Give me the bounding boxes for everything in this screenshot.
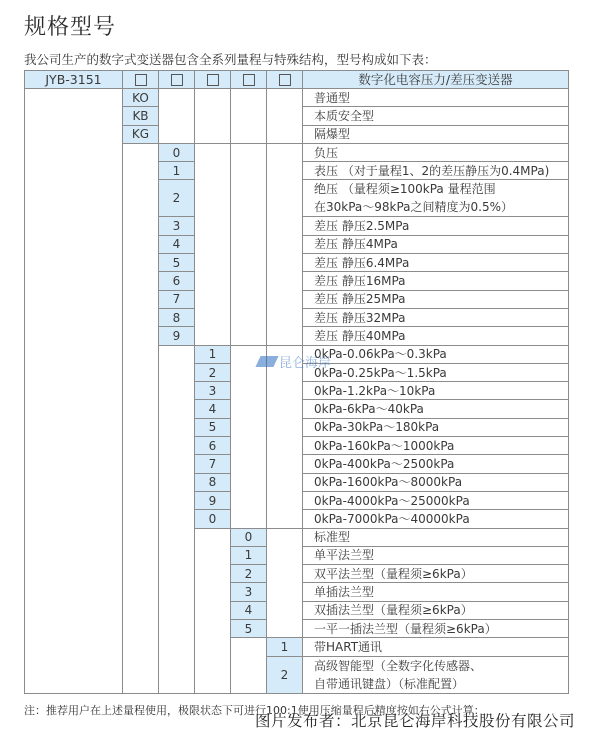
code-cell: 2: [231, 565, 267, 583]
description-line: 单平法兰型: [314, 548, 375, 563]
code-cell: 8: [195, 473, 231, 491]
empty-cell: [231, 638, 267, 693]
code-cell: 4: [231, 601, 267, 619]
code-cell: 3: [159, 217, 195, 235]
description-cell: [303, 308, 569, 326]
description-cell: [303, 437, 569, 455]
empty-cell: [159, 89, 195, 144]
checkbox-icon: [243, 74, 255, 86]
empty-cell: [123, 143, 159, 693]
description-line: 0kPa-4000kPa～25000kPa: [314, 493, 470, 508]
description-line: 0kPa-7000kPa～40000kPa: [314, 511, 470, 526]
model-spacer-cell: [25, 89, 123, 694]
code-cell: 4: [159, 235, 195, 253]
code-cell: KO: [123, 89, 159, 107]
description-line: 0kPa-1.2kPa～10kPa: [314, 383, 436, 398]
header-description: 数字化电容压力/差压变送器: [303, 71, 569, 89]
footnote: 注：推荐用户在上述量程使用，极限状态下可进行100:1使用压缩量程后精度按如右公式计算：: [24, 704, 485, 717]
description-cell: [303, 418, 569, 436]
description-cell: [303, 180, 569, 217]
empty-cell: [231, 89, 267, 144]
code-cell: 5: [195, 418, 231, 436]
code-cell: 0: [159, 143, 195, 161]
code-cell: KB: [123, 107, 159, 125]
description-line: 0kPa-160kPa～1000kPa: [314, 438, 455, 453]
empty-cell: [159, 345, 195, 693]
description-cell: [303, 290, 569, 308]
checkbox-icon: [279, 74, 291, 86]
description-cell: [303, 528, 569, 546]
model-cell: JYB-3151: [25, 71, 123, 89]
description-cell: [303, 455, 569, 473]
description-line: 差压 静压32MPa: [314, 310, 406, 325]
logo-text: 昆仑海岸: [279, 356, 332, 371]
description-line: 在30kPa～98kPa之间精度为0.5%）: [314, 200, 514, 215]
code-cell: KG: [123, 125, 159, 143]
description-cell: [303, 565, 569, 583]
code-cell: 5: [231, 620, 267, 638]
description-line: 带HART通讯: [314, 639, 383, 654]
description-line: 0kPa-6kPa～40kPa: [314, 402, 424, 417]
empty-cell: [231, 345, 267, 528]
description-line: 普通型: [314, 90, 351, 105]
code-cell: 8: [159, 308, 195, 326]
description-cell: [303, 601, 569, 619]
description-cell: [303, 656, 569, 693]
code-cell: 9: [195, 491, 231, 509]
publisher-credit: 图片发布者：北京昆仑海岸科技股份有限公司: [255, 712, 576, 730]
intro-text: 我公司生产的数字式变送器包含全系列量程与特殊结构，型号构成如下表：: [24, 52, 437, 67]
description-cell: [303, 143, 569, 161]
description-line: 单插法兰型: [314, 585, 375, 600]
logo-mark-icon: [255, 356, 278, 367]
description-cell: [303, 583, 569, 601]
description-cell: [303, 491, 569, 509]
empty-cell: [267, 89, 303, 144]
header-row: [25, 71, 569, 89]
spec-table: [24, 70, 569, 694]
description-cell: [303, 327, 569, 345]
code-cell: 9: [159, 327, 195, 345]
code-cell: 0: [195, 510, 231, 528]
code-cell: 3: [231, 583, 267, 601]
description-line: 差压 静压6.4MPa: [314, 255, 410, 270]
description-line: 差压 静压25MPa: [314, 292, 406, 307]
description-line: 0kPa-1600kPa～8000kPa: [314, 475, 463, 490]
description-line: 0kPa-400kPa～2500kPa: [314, 456, 455, 471]
empty-cell: [267, 345, 303, 528]
placeholder-box-4: [231, 71, 267, 89]
code-cell: 7: [195, 455, 231, 473]
description-cell: [303, 162, 569, 180]
code-cell: 4: [195, 400, 231, 418]
code-cell: 3: [195, 382, 231, 400]
description-cell: [303, 272, 569, 290]
description-line: 表压 （对于量程1、2的差压静压为0.4MPa): [314, 163, 550, 178]
description-cell: [303, 382, 569, 400]
watermark-logo: [258, 352, 331, 371]
description-cell: [303, 400, 569, 418]
description-cell: [303, 235, 569, 253]
empty-cell: [195, 528, 231, 693]
checkbox-icon: [135, 74, 147, 86]
description-line: 0kPa-0.25kPa～1.5kPa: [314, 365, 447, 380]
description-line: 差压 静压4MPa: [314, 237, 398, 252]
description-line: 双插法兰型（量程须≥6kPa）: [314, 603, 473, 618]
code-cell: 1: [231, 546, 267, 564]
description-line: 双平法兰型（量程须≥6kPa）: [314, 566, 473, 581]
description-cell: [303, 510, 569, 528]
table-row: [25, 89, 569, 107]
code-cell: 1: [267, 638, 303, 656]
empty-cell: [231, 143, 267, 345]
code-cell: 5: [159, 254, 195, 272]
placeholder-box-5: [267, 71, 303, 89]
description-line: 负压: [314, 145, 339, 160]
code-cell: 1: [159, 162, 195, 180]
checkbox-icon: [207, 74, 219, 86]
description-cell: [303, 107, 569, 125]
description-cell: [303, 620, 569, 638]
description-line: 差压 静压40MPa: [314, 328, 406, 343]
description-cell: [303, 254, 569, 272]
code-cell: 2: [159, 180, 195, 217]
description-cell: [303, 546, 569, 564]
description-line: 绝压 （量程须≥100kPa 量程范围: [314, 182, 496, 197]
page-title: 规格型号: [24, 15, 117, 40]
placeholder-box-1: [123, 71, 159, 89]
empty-cell: [195, 89, 231, 144]
description-line: 0kPa-30kPa～180kPa: [314, 420, 440, 435]
description-cell: [303, 638, 569, 656]
code-cell: 0: [231, 528, 267, 546]
description-cell: [303, 473, 569, 491]
empty-cell: [195, 143, 231, 345]
description-cell: [303, 89, 569, 107]
description-line: 隔爆型: [314, 127, 351, 142]
description-cell: [303, 345, 569, 363]
code-cell: 2: [267, 656, 303, 693]
code-cell: 2: [195, 363, 231, 381]
checkbox-icon: [171, 74, 183, 86]
description-cell: [303, 217, 569, 235]
description-line: 差压 静压16MPa: [314, 274, 406, 289]
code-cell: 7: [159, 290, 195, 308]
code-cell: 6: [159, 272, 195, 290]
placeholder-box-2: [159, 71, 195, 89]
placeholder-box-3: [195, 71, 231, 89]
empty-cell: [267, 528, 303, 638]
description-line: 0kPa-0.06kPa～0.3kPa: [314, 347, 447, 362]
description-line: 高级智能型（全数字化传感器、: [314, 658, 483, 673]
description-line: 自带通讯键盘）（标准配置）: [314, 676, 465, 691]
code-cell: 1: [195, 345, 231, 363]
description-cell: [303, 125, 569, 143]
description-cell: [303, 363, 569, 381]
description-line: 一平一插法兰型（量程须≥6kPa）: [314, 621, 497, 636]
empty-cell: [267, 143, 303, 345]
description-line: 差压 静压2.5MPa: [314, 219, 410, 234]
description-line: 标准型: [314, 530, 351, 545]
description-line: 本质安全型: [314, 108, 375, 123]
code-cell: 6: [195, 437, 231, 455]
